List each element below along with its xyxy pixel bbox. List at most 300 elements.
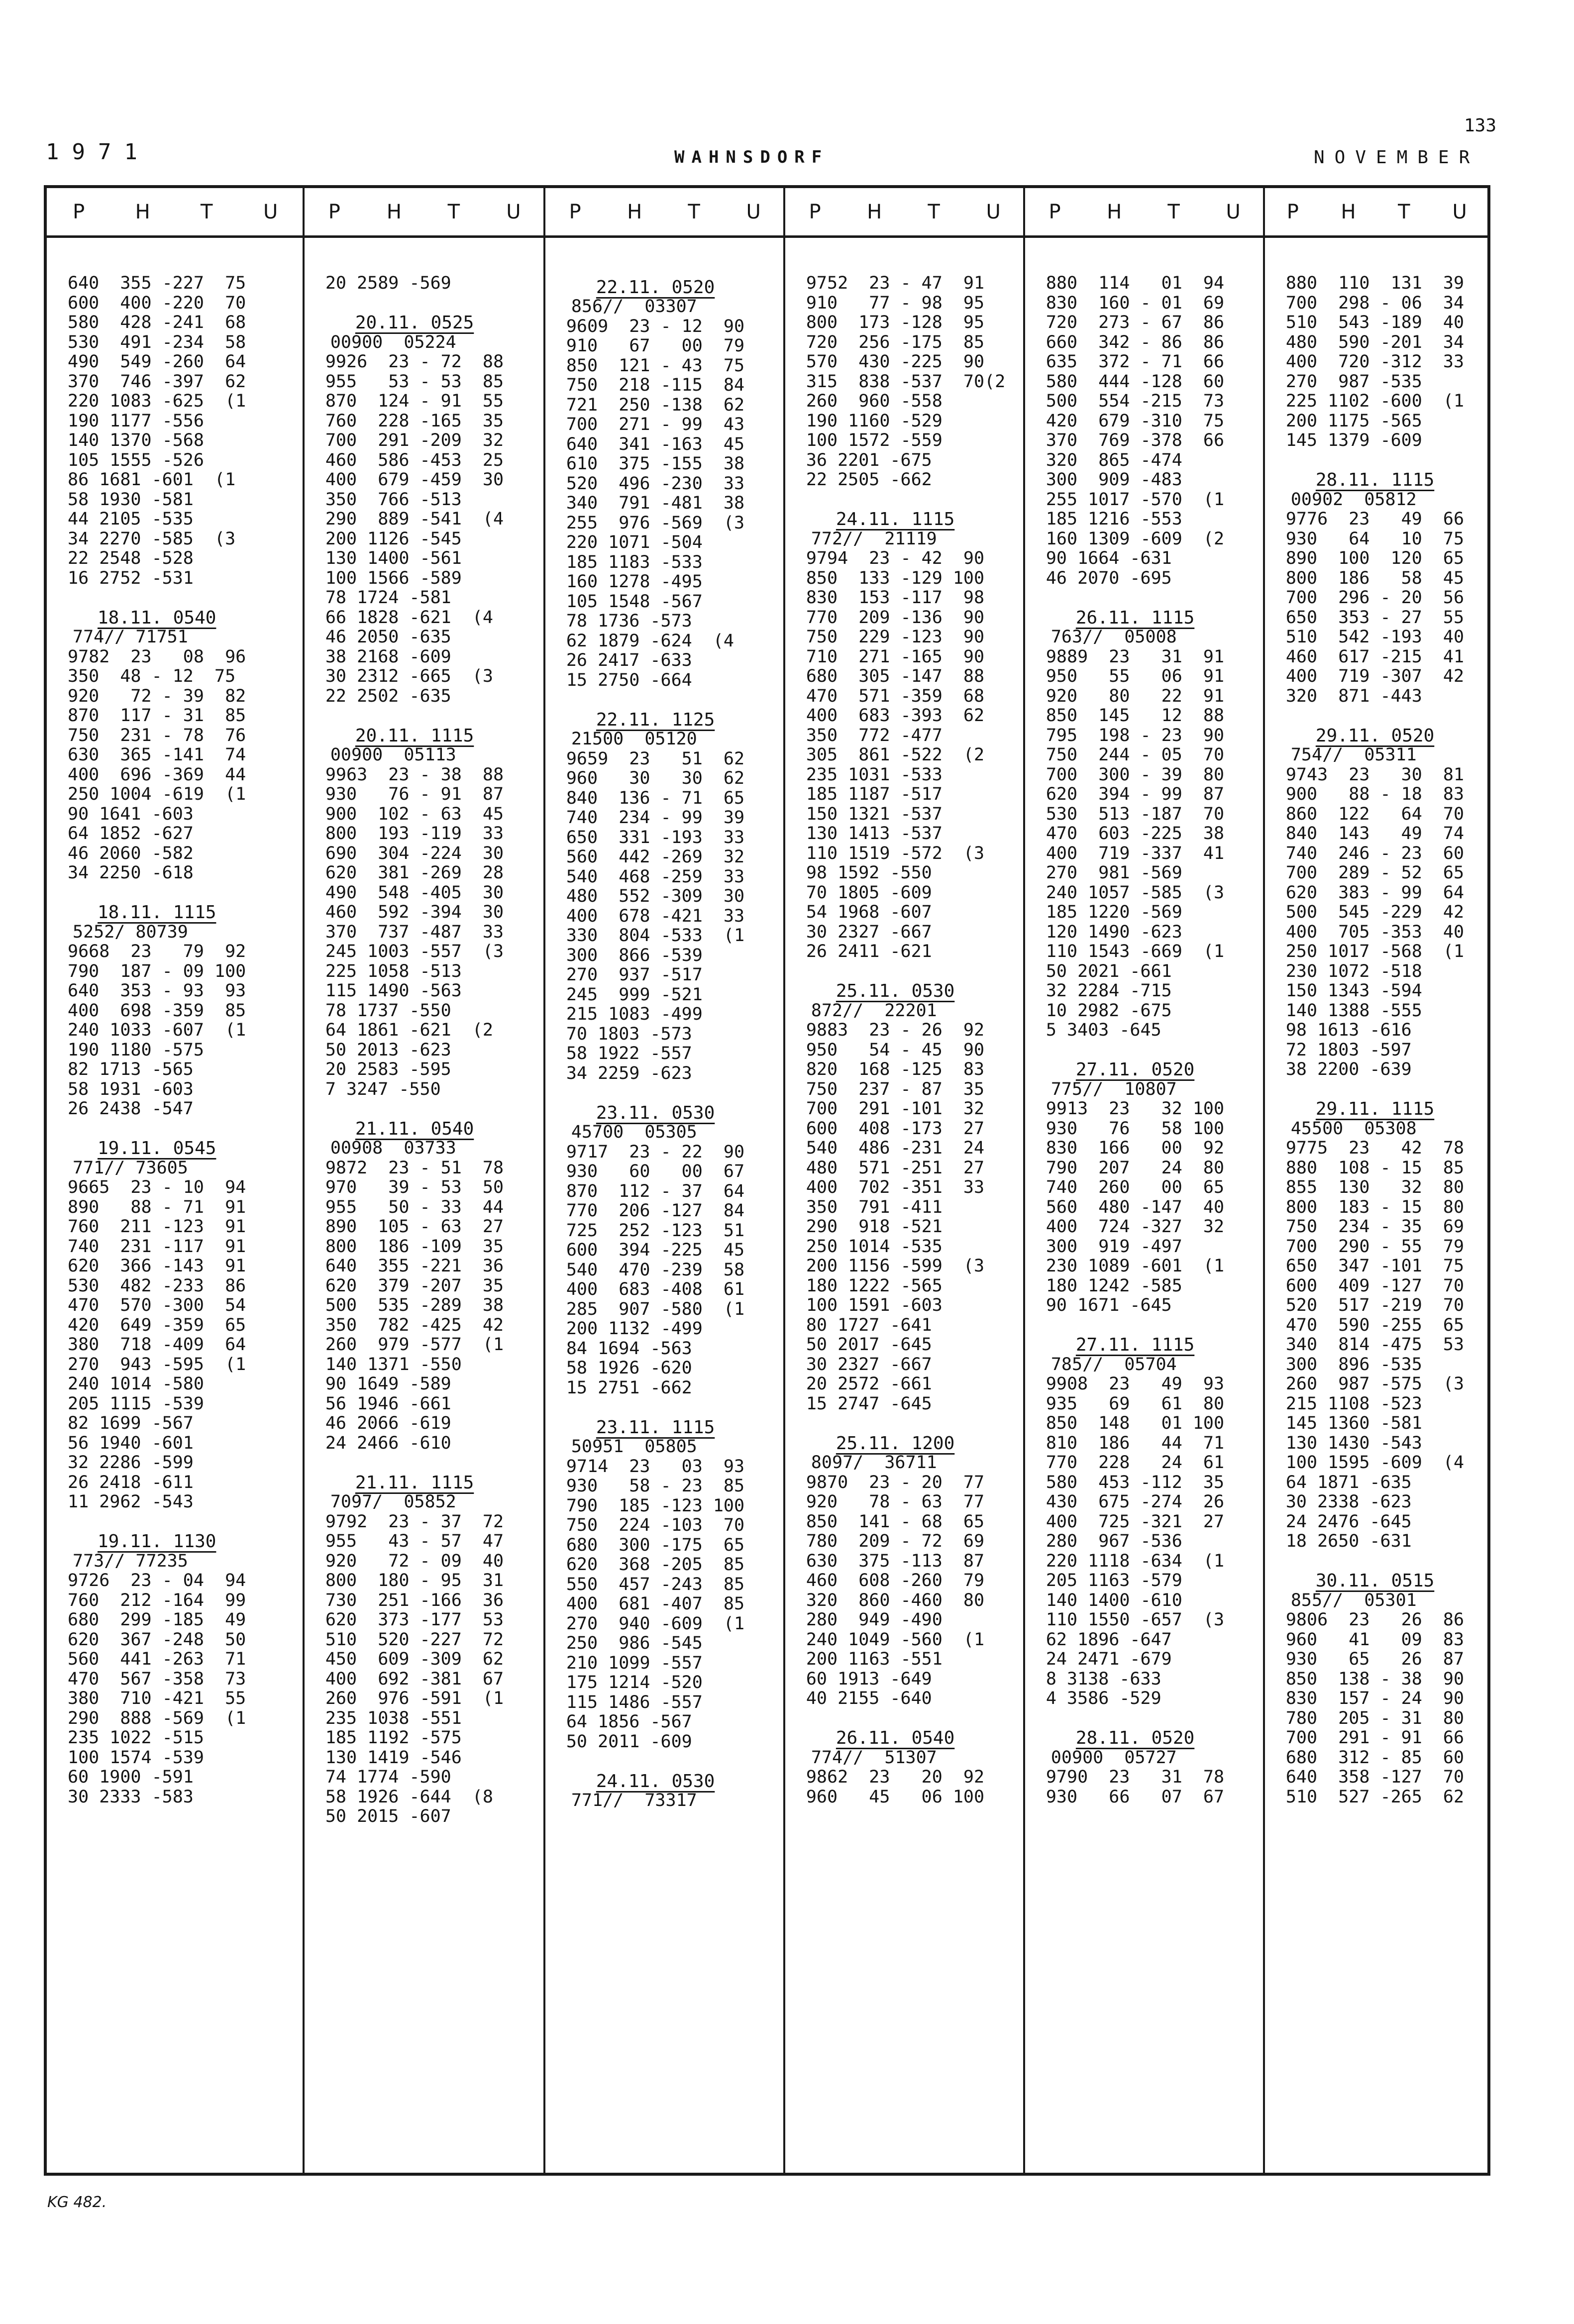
data-row: 330 804 -533 (1 (566, 926, 745, 946)
data-row: 350 782 -425 42 (325, 1315, 504, 1335)
section-gap (566, 1398, 783, 1418)
data-row: 24 2471 -679 (1046, 1649, 1172, 1669)
data-row: 890 100 120 65 (1285, 548, 1465, 568)
ascent-id: 00902 05812 (1290, 489, 1417, 510)
data-row: 680 299 -185 49 (68, 1610, 246, 1630)
data-row: 62 1896 -647 (1046, 1629, 1172, 1650)
section-gap (68, 1512, 303, 1532)
data-row: 58 1926 -620 (566, 1358, 692, 1378)
data-row: 34 2259 -623 (566, 1063, 692, 1083)
data-row: 530 482 -233 86 (68, 1275, 246, 1296)
data-row: 620 394 - 99 87 (1046, 784, 1225, 804)
data-row: 340 814 -475 53 (1285, 1335, 1465, 1355)
column-header (47, 188, 303, 238)
data-row: 400 724 -327 32 (1046, 1217, 1225, 1237)
data-row: 9862 23 20 92 (806, 1767, 985, 1787)
section-gap (1286, 1080, 1487, 1100)
ascent-id: 754// 05311 (1290, 745, 1417, 765)
data-row: 20 2583 -595 (325, 1059, 451, 1079)
data-row: 630 365 -141 74 (68, 745, 246, 765)
ascent-date-time: 20.11. 1115 (355, 725, 474, 746)
data-row: 700 289 - 52 65 (1285, 863, 1465, 883)
data-row: 110 1519 -572 (3 (806, 843, 985, 863)
data-row: 520 496 -230 33 (566, 473, 745, 494)
ascent-date-time: 20.11. 0525 (355, 313, 474, 333)
data-row: 9790 23 31 78 (1046, 1767, 1225, 1787)
data-row: 205 1115 -539 (68, 1393, 204, 1414)
data-row: 340 791 -481 38 (566, 493, 745, 513)
data-row: 16 2752 -531 (68, 568, 194, 588)
data-row: 190 1177 -556 (68, 411, 204, 431)
data-row: 140 1400 -610 (1046, 1590, 1182, 1610)
data-row: 70 1805 -609 (806, 882, 932, 903)
ascent-id: 855// 05301 (1290, 1590, 1417, 1610)
data-row: 560 480 -147 40 (1046, 1197, 1225, 1217)
data-row: 450 609 -309 62 (325, 1649, 504, 1669)
data-row: 130 1430 -543 (1285, 1433, 1422, 1453)
data-row: 72 1803 -597 (1285, 1040, 1412, 1060)
ascent-date-time: 30.11. 0515 (1315, 1571, 1435, 1591)
data-row: 34 2270 -585 (3 (68, 528, 236, 549)
data-row: 9870 23 - 20 77 (806, 1472, 985, 1492)
data-row: 250 1017 -568 (1 (1285, 942, 1465, 961)
data-row: 950 54 - 45 90 (806, 1040, 985, 1060)
ascent-id: 45500 05308 (1290, 1118, 1417, 1139)
data-row: 650 347 -101 75 (1285, 1256, 1465, 1276)
data-row: 60 1900 -591 (68, 1767, 194, 1787)
column-header-label: U (986, 200, 1001, 223)
data-row: 400 692 -381 67 (325, 1669, 504, 1689)
data-row: 720 273 - 67 86 (1046, 313, 1225, 332)
ascent-id: 45700 05305 (571, 1122, 697, 1142)
data-row: 240 1057 -585 (3 (1046, 882, 1225, 903)
data-row: 270 937 -517 (566, 965, 703, 985)
column-header (305, 188, 543, 238)
data-row: 620 366 -143 91 (68, 1256, 246, 1276)
data-row: 850 148 01 100 (1046, 1413, 1225, 1433)
data-row: 490 549 -260 64 (68, 352, 246, 372)
data-row: 500 554 -215 73 (1046, 391, 1225, 411)
data-row: 680 300 -175 65 (566, 1535, 745, 1555)
data-row: 180 1222 -565 (806, 1275, 943, 1296)
data-row: 8 3138 -633 (1046, 1669, 1161, 1689)
data-row: 290 918 -521 (806, 1217, 943, 1237)
section-gap (566, 1083, 783, 1103)
table-column (545, 188, 785, 2173)
data-row: 9792 23 - 37 72 (325, 1511, 504, 1532)
data-row: 870 112 - 37 64 (566, 1181, 745, 1201)
data-row: 200 1132 -499 (566, 1319, 703, 1339)
data-row: 46 2050 -635 (325, 627, 451, 647)
data-row: 9726 23 - 04 94 (68, 1571, 246, 1590)
column-header-label: H (135, 200, 150, 223)
data-row: 760 212 -164 99 (68, 1590, 246, 1610)
ascent-id: 775// 10807 (1050, 1079, 1177, 1099)
data-row: 26 2418 -611 (68, 1472, 194, 1492)
data-row: 66 1828 -621 (4 (325, 607, 494, 628)
section-gap (806, 1709, 1023, 1729)
data-row: 780 205 - 31 80 (1285, 1708, 1465, 1728)
sounding-table (44, 185, 1490, 2176)
section-gap (1046, 1709, 1263, 1729)
data-row: 115 1486 -557 (566, 1692, 703, 1712)
data-row: 58 1926 -644 (8 (325, 1787, 494, 1807)
data-row: 105 1555 -526 (68, 450, 204, 470)
data-row: 100 1572 -559 (806, 430, 943, 450)
data-row: 500 545 -229 42 (1285, 902, 1465, 922)
data-row: 50 2017 -645 (806, 1335, 932, 1355)
data-row: 5 3403 -645 (1046, 1020, 1161, 1040)
ascent-date-time: 29.11. 1115 (1315, 1099, 1435, 1119)
data-row: 400 679 -459 30 (325, 470, 504, 490)
data-row: 24 2476 -645 (1285, 1511, 1412, 1532)
data-row: 235 1031 -533 (806, 764, 943, 785)
data-row: 100 1574 -539 (68, 1747, 204, 1768)
column-header-label: T (447, 200, 460, 223)
data-row: 740 231 -117 91 (68, 1236, 246, 1257)
data-row: 98 1613 -616 (1285, 1020, 1412, 1040)
data-row: 920 78 - 63 77 (806, 1492, 985, 1512)
data-row: 540 470 -239 58 (566, 1260, 745, 1280)
data-row: 50 2021 -661 (1046, 961, 1172, 981)
section-gap (566, 690, 783, 710)
data-row: 400 705 -353 40 (1285, 922, 1465, 942)
data-row: 810 186 44 71 (1046, 1433, 1225, 1453)
data-row: 20 2589 -569 (325, 273, 451, 293)
data-row: 910 77 - 98 95 (806, 293, 985, 313)
column-header-label: U (1452, 200, 1467, 223)
column-header-label: T (688, 200, 700, 223)
column-header-label: P (1049, 200, 1061, 223)
data-row: 580 428 -241 68 (68, 313, 246, 332)
section-gap (68, 1119, 303, 1139)
data-row: 26 2417 -633 (566, 650, 692, 670)
data-row: 50 2015 -607 (325, 1806, 451, 1826)
data-row: 960 45 06 100 (806, 1787, 985, 1807)
data-row: 32 2284 -715 (1046, 981, 1172, 1001)
data-row: 800 180 - 95 31 (325, 1571, 504, 1590)
data-row: 36 2201 -675 (806, 450, 932, 470)
data-row: 98 1592 -550 (806, 863, 932, 883)
section-gap (325, 1453, 543, 1473)
data-row: 400 696 -369 44 (68, 764, 246, 785)
column-header-label: U (1226, 200, 1241, 223)
data-row: 225 1102 -600 (1 (1285, 391, 1465, 411)
column-header-label: T (928, 200, 940, 223)
data-row: 650 331 -193 33 (566, 827, 745, 847)
data-row: 9963 23 - 38 88 (325, 764, 504, 785)
data-row: 320 871 -443 (1285, 686, 1422, 706)
data-row: 270 940 -609 (1 (566, 1613, 745, 1634)
data-row: 130 1400 -561 (325, 548, 462, 568)
data-row: 620 368 -205 85 (566, 1555, 745, 1575)
data-row: 730 251 -166 36 (325, 1590, 504, 1610)
data-row: 9806 23 26 86 (1285, 1610, 1465, 1630)
section-gap (68, 588, 303, 608)
column-header-label: P (1286, 200, 1299, 223)
ascent-date-time: 24.11. 1115 (836, 509, 955, 529)
data-row: 160 1278 -495 (566, 572, 703, 592)
data-row: 820 168 -125 83 (806, 1059, 985, 1079)
data-row: 850 121 - 43 75 (566, 355, 745, 376)
data-row: 20 2572 -661 (806, 1374, 932, 1394)
data-row: 955 43 - 57 47 (325, 1531, 504, 1551)
ascent-id: 785// 05704 (1050, 1354, 1177, 1374)
data-row: 235 1038 -551 (325, 1708, 462, 1728)
data-row: 660 342 - 86 86 (1046, 332, 1225, 352)
data-row: 255 976 -569 (3 (566, 513, 745, 533)
data-row: 9872 23 - 51 78 (325, 1158, 504, 1178)
data-row: 130 1413 -537 (806, 824, 943, 844)
table-column (47, 188, 305, 2173)
data-row: 285 907 -580 (1 (566, 1299, 745, 1319)
section-gap (325, 706, 543, 726)
data-row: 510 543 -189 40 (1285, 313, 1465, 332)
section-gap (68, 883, 303, 903)
data-row: 795 198 - 23 90 (1046, 725, 1225, 745)
data-row: 235 1022 -515 (68, 1728, 204, 1748)
data-row: 930 64 10 75 (1285, 528, 1465, 549)
ascent-id: 50951 05805 (571, 1437, 697, 1457)
data-row: 510 527 -265 62 (1285, 1787, 1465, 1807)
data-row: 900 88 - 18 83 (1285, 784, 1465, 804)
data-row: 855 130 32 80 (1285, 1177, 1465, 1197)
data-row: 46 2060 -582 (68, 843, 194, 863)
data-row: 74 1774 -590 (325, 1767, 451, 1787)
data-row: 620 383 - 99 64 (1285, 882, 1465, 903)
section-gap (1046, 1316, 1263, 1336)
data-row: 650 353 - 27 55 (1285, 607, 1465, 628)
data-row: 920 80 22 91 (1046, 686, 1225, 706)
data-row: 400 719 -307 42 (1285, 666, 1465, 686)
data-row: 960 41 09 83 (1285, 1629, 1465, 1650)
data-row: 56 1946 -661 (325, 1393, 451, 1414)
data-row: 920 72 - 39 82 (68, 686, 246, 706)
data-row: 270 943 -595 (1 (68, 1354, 246, 1374)
data-row: 400 698 -359 85 (68, 1000, 246, 1021)
ascent-id: 8097/ 36711 (811, 1453, 937, 1473)
data-row: 680 305 -147 88 (806, 666, 985, 686)
data-row: 640 341 -163 45 (566, 434, 745, 454)
data-row: 15 2750 -664 (566, 670, 692, 690)
data-row: 830 153 -117 98 (806, 588, 985, 608)
data-row: 920 72 - 09 40 (325, 1551, 504, 1571)
data-row: 400 719 -337 41 (1046, 843, 1225, 863)
data-row: 420 679 -310 75 (1046, 411, 1225, 431)
data-row: 700 291 -101 32 (806, 1099, 985, 1119)
data-row: 10 2982 -675 (1046, 1000, 1172, 1021)
data-row: 910 67 00 79 (566, 336, 745, 356)
ascent-id: 00900 05113 (330, 745, 456, 765)
data-row: 185 1183 -533 (566, 552, 703, 572)
data-row: 9714 23 03 93 (566, 1456, 745, 1477)
data-row: 700 296 - 20 56 (1285, 588, 1465, 608)
ascent-id: 856// 03307 (571, 297, 697, 317)
data-row: 860 122 64 70 (1285, 804, 1465, 824)
form-code: KG 482. (47, 2194, 107, 2211)
data-row: 770 206 -127 84 (566, 1201, 745, 1221)
data-row: 750 231 - 78 76 (68, 725, 246, 745)
section-gap (325, 1099, 543, 1119)
data-row: 11 2962 -543 (68, 1492, 194, 1512)
data-row: 380 718 -409 64 (68, 1335, 246, 1355)
data-row: 230 1072 -518 (1285, 961, 1422, 981)
data-row: 9908 23 49 93 (1046, 1374, 1225, 1394)
data-row: 800 186 -109 35 (325, 1236, 504, 1257)
data-row: 640 355 -227 75 (68, 273, 246, 293)
ascent-id: 5252/ 80739 (73, 922, 188, 942)
station-title: WAHNSDORF (674, 147, 829, 167)
data-row: 640 355 -221 36 (325, 1256, 504, 1276)
data-row: 30 2333 -583 (68, 1787, 194, 1807)
data-row: 9743 23 30 81 (1285, 764, 1465, 785)
column-header-label: P (328, 200, 340, 223)
data-row: 100 1566 -589 (325, 568, 462, 588)
data-row: 9794 23 - 42 90 (806, 548, 985, 568)
ascent-id: 774// 71751 (73, 627, 188, 647)
data-row: 790 185 -123 100 (566, 1495, 745, 1516)
data-row: 800 183 - 15 80 (1285, 1197, 1465, 1217)
column-header-label: P (809, 200, 821, 223)
data-row: 790 207 24 80 (1046, 1158, 1225, 1178)
data-row: 120 1490 -623 (1046, 922, 1182, 942)
data-row: 190 1180 -575 (68, 1040, 204, 1060)
data-row: 470 570 -300 54 (68, 1295, 246, 1315)
table-column (785, 188, 1025, 2173)
table-column (1265, 188, 1487, 2173)
data-row: 9913 23 32 100 (1046, 1099, 1225, 1119)
ascent-date-time: 22.11. 1125 (596, 709, 715, 730)
data-row: 550 457 -243 85 (566, 1574, 745, 1594)
month-label: NOVEMBER (1314, 147, 1480, 168)
data-row: 640 358 -127 70 (1285, 1767, 1465, 1787)
ascent-date-time: 26.11. 0540 (836, 1728, 955, 1748)
data-row: 22 2505 -662 (806, 470, 932, 490)
data-row: 80 1727 -641 (806, 1315, 932, 1335)
data-row: 600 408 -173 27 (806, 1118, 985, 1139)
data-row: 470 567 -358 73 (68, 1669, 246, 1689)
column-header-label: T (200, 200, 213, 223)
data-row: 420 649 -359 65 (68, 1315, 246, 1335)
data-row: 725 252 -123 51 (566, 1220, 745, 1241)
data-row: 350 791 -411 (806, 1197, 943, 1217)
column-header (545, 188, 783, 238)
data-row: 460 592 -394 30 (325, 902, 504, 922)
data-row: 800 186 58 45 (1285, 568, 1465, 588)
data-row: 750 234 - 35 69 (1285, 1217, 1465, 1237)
data-row: 32 2286 -599 (68, 1453, 194, 1473)
data-row: 270 981 -569 (1046, 863, 1182, 883)
data-row: 710 271 -165 90 (806, 646, 985, 667)
ascent-id: 763// 05008 (1050, 627, 1177, 647)
ascent-id: 00908 03733 (330, 1138, 456, 1158)
data-row: 400 725 -321 27 (1046, 1511, 1225, 1532)
column-header-label: H (867, 200, 882, 223)
data-row: 240 1014 -580 (68, 1374, 204, 1394)
data-row: 200 1163 -551 (806, 1649, 943, 1669)
ascent-date-time: 25.11. 1200 (836, 1433, 955, 1454)
data-row: 460 608 -260 79 (806, 1571, 985, 1590)
data-row: 850 133 -129 100 (806, 568, 985, 588)
data-row: 430 675 -274 26 (1046, 1492, 1225, 1512)
data-row: 400 678 -421 33 (566, 906, 745, 926)
data-row: 9668 23 79 92 (68, 942, 246, 961)
data-row: 370 737 -487 33 (325, 922, 504, 942)
data-row: 260 976 -591 (1 (325, 1689, 504, 1708)
data-row: 9665 23 - 10 94 (68, 1177, 246, 1197)
data-row: 850 138 - 38 90 (1285, 1669, 1465, 1689)
data-row: 890 88 - 71 91 (68, 1197, 246, 1217)
data-row: 840 143 49 74 (1285, 824, 1465, 844)
data-row: 90 1641 -603 (68, 804, 194, 824)
data-row: 350 772 -477 (806, 725, 943, 745)
data-row: 300 866 -539 (566, 945, 703, 965)
data-row: 600 409 -127 70 (1285, 1275, 1465, 1296)
data-row: 145 1379 -609 (1285, 430, 1422, 450)
data-row: 220 1071 -504 (566, 532, 703, 552)
data-row: 64 1852 -627 (68, 824, 194, 844)
section-gap (806, 1414, 1023, 1434)
data-row: 700 271 - 99 43 (566, 415, 745, 434)
data-row: 490 548 -405 30 (325, 882, 504, 903)
data-row: 305 861 -522 (2 (806, 745, 985, 765)
data-row: 9782 23 08 96 (68, 646, 246, 667)
data-row: 890 105 - 63 27 (325, 1217, 504, 1237)
data-row: 9609 23 - 12 90 (566, 316, 745, 336)
data-row: 620 381 -269 28 (325, 863, 504, 883)
data-row: 58 1930 -581 (68, 489, 194, 510)
ascent-date-time: 23.11. 1115 (596, 1417, 715, 1438)
data-row: 26 2438 -547 (68, 1099, 194, 1119)
data-row: 400 702 -351 33 (806, 1177, 985, 1197)
data-row: 740 234 - 99 39 (566, 808, 745, 828)
data-row: 78 1736 -573 (566, 611, 692, 631)
column-header-label: U (506, 200, 521, 223)
data-row: 470 603 -225 38 (1046, 824, 1225, 844)
data-row: 4 3586 -529 (1046, 1689, 1161, 1708)
ascent-id: 771// 73605 (73, 1158, 188, 1178)
data-row: 50 2011 -609 (566, 1731, 692, 1752)
data-row: 200 1126 -545 (325, 528, 462, 549)
data-row: 640 353 - 93 93 (68, 981, 246, 1001)
data-row: 30 2327 -667 (806, 1354, 932, 1374)
data-row: 480 552 -309 30 (566, 886, 745, 906)
data-row: 190 1160 -529 (806, 411, 943, 431)
ascent-date-time: 18.11. 1115 (98, 902, 216, 923)
data-row: 270 987 -535 (1285, 371, 1422, 392)
data-row: 60 1913 -649 (806, 1669, 932, 1689)
data-row: 140 1371 -550 (325, 1354, 462, 1374)
column-header-label: U (263, 200, 278, 223)
data-row: 290 889 -541 (4 (325, 509, 504, 529)
data-row: 790 187 - 09 100 (68, 961, 246, 981)
data-row: 110 1543 -669 (1 (1046, 942, 1225, 961)
data-row: 130 1419 -546 (325, 1747, 462, 1768)
data-row: 850 145 12 88 (1046, 706, 1225, 726)
ascent-date-time: 27.11. 1115 (1075, 1335, 1195, 1355)
data-row: 26 2411 -621 (806, 942, 932, 961)
data-row: 900 102 - 63 45 (325, 804, 504, 824)
data-row: 750 244 - 05 70 (1046, 745, 1225, 765)
data-row: 460 586 -453 25 (325, 450, 504, 470)
data-row: 870 124 - 91 55 (325, 391, 504, 411)
data-row: 930 60 00 67 (566, 1162, 745, 1181)
data-row: 82 1699 -567 (68, 1413, 194, 1433)
column-header-label: H (386, 200, 402, 223)
data-row: 100 1591 -603 (806, 1295, 943, 1315)
data-row: 750 229 -123 90 (806, 627, 985, 647)
data-row: 870 117 - 31 85 (68, 706, 246, 726)
